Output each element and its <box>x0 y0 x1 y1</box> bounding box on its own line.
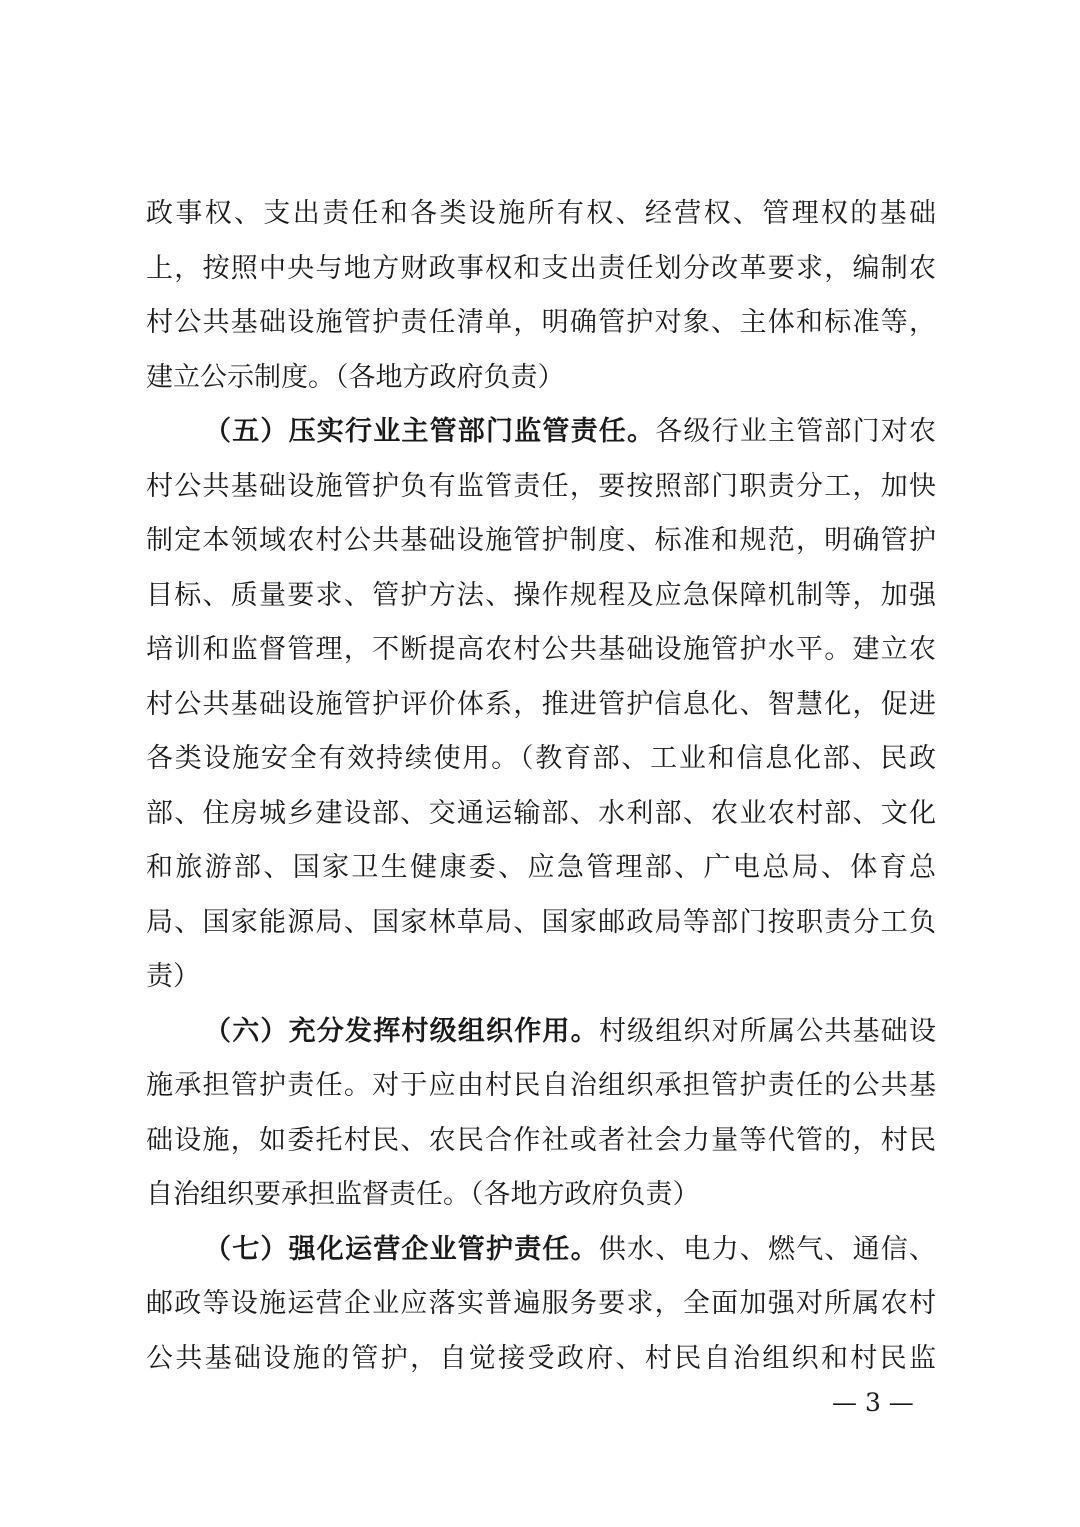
section-five-heading: （五）压实行业主管部门监管责任。 <box>204 416 656 447</box>
text-line: 责） <box>146 961 200 992</box>
section-seven-first-line <box>146 1223 936 1278</box>
text-line: 础设施，如委托村民、农民合作社或者社会力量等代管的，村民 <box>146 1124 936 1156</box>
section-five-first-line <box>146 405 936 460</box>
text-line: 建立公示制度。（各地方政府负责） <box>146 361 565 393</box>
text-line: 邮政等设施运营企业应落实普遍服务要求，全面加强对所属农村 <box>146 1288 936 1319</box>
text-line: 和旅游部、国家卫生健康委、应急管理部、广电总局、体育总 <box>146 852 936 883</box>
text-line: 村公共基础设施管护评价体系，推进管护信息化、智慧化，促进 <box>146 688 936 720</box>
text-line: 上，按照中央与地方财政事权和支出责任划分改革要求，编制农 <box>146 252 936 284</box>
section-six-first-line <box>146 1005 936 1060</box>
page-number: — 3 — <box>832 1388 914 1417</box>
text-line: 村公共基础设施管护责任清单，明确管护对象、主体和标准等， <box>146 307 936 338</box>
body-text <box>146 187 936 1386</box>
text-line: 村公共基础设施管护负有监管责任，要按照部门职责分工，加快 <box>146 470 936 502</box>
text-line: 目标、质量要求、管护方法、操作规程及应急保障机制等，加强 <box>146 579 936 611</box>
text-line: 部、住房城乡建设部、交通运输部、水利部、农业农村部、文化 <box>146 797 936 829</box>
text-line: 公共基础设施的管护，自觉接受政府、村民自治组织和村民监 <box>146 1342 936 1374</box>
text-line: 施承担管护责任。对于应由村民自治组织承担管护责任的公共基 <box>146 1070 936 1101</box>
text-line: 自治组织要承担监督责任。（各地方政府负责） <box>146 1179 700 1210</box>
section-six-heading: （六）充分发挥村级组织作用。 <box>204 1015 599 1047</box>
text-line: 培训和监督管理，不断提高农村公共基础设施管护水平。建立农 <box>146 634 936 665</box>
text-line: 各类设施安全有效持续使用。（教育部、工业和信息化部、民政 <box>146 743 936 774</box>
section-seven-heading: （七）强化运营企业管护责任。 <box>204 1233 599 1265</box>
section-seven-first-text: 供水、电力、燃气、通信、 <box>598 1233 937 1265</box>
text-line: 局、国家能源局、国家林草局、国家邮政局等部门按职责分工负 <box>146 906 936 938</box>
section-six-first-text: 村级组织对所属公共基础设 <box>598 1015 937 1047</box>
section-five-first-text: 各级行业主管部门对农 <box>655 416 937 447</box>
text-line: 政事权、支出责任和各类设施所有权、经营权、管理权的基础 <box>146 198 936 229</box>
text-line: 制定本领域农村公共基础设施管护制度、标准和规范，明确管护 <box>146 525 936 556</box>
